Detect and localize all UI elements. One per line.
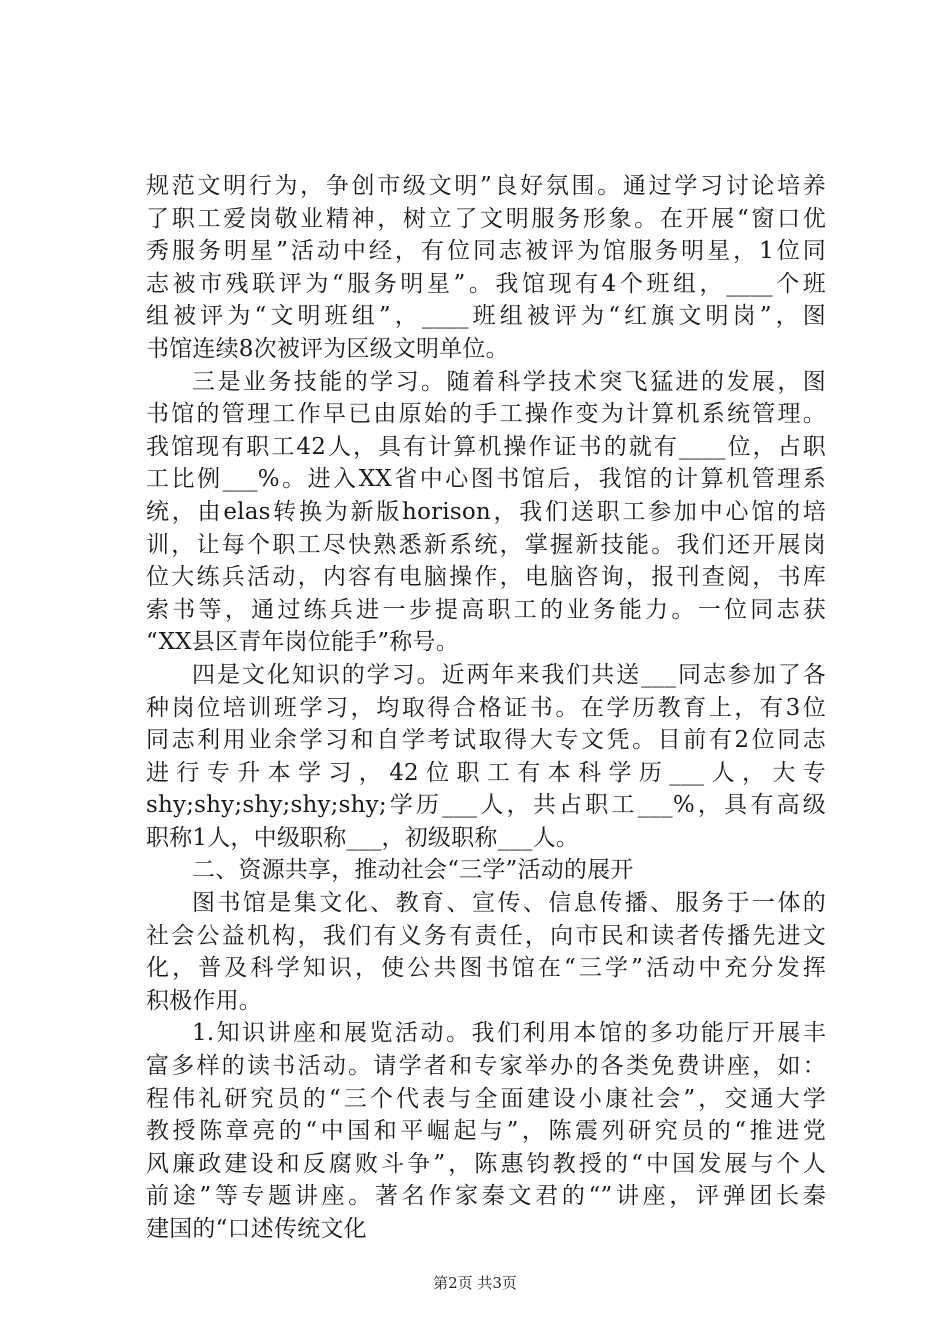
text-line: 同志利用业余学习和自学考试取得大专文凭。目前有2位同志 xyxy=(146,727,826,754)
text-line: 进行专升本学习，42位职工有本科学历___人，大专 xyxy=(146,759,826,786)
text-line: shy;shy;shy;shy;shy;学历___人，共占职工___%，具有高级 xyxy=(146,792,826,819)
text-line: 社会公益机构，我们有义务有责任，向市民和读者传播先进文 xyxy=(146,922,826,949)
page-footer: 第2页 共3页 xyxy=(433,1274,517,1292)
text-line: 训，让每个职工尽快熟悉新系统，掌握新技能。我们还开展岗 xyxy=(146,531,826,558)
text-line: 风廉政建设和反腐败斗争”，陈惠钧教授的“中国发展与个人 xyxy=(146,1150,826,1177)
text-line: 书馆的管理工作早已由原始的手工操作变为计算机系统管理。 xyxy=(146,401,826,428)
paragraph-start: 四是文化知识的学习。近两年来我们共送___同志参加了各 xyxy=(192,661,826,688)
paragraph-start: 图书馆是集文化、教育、宣传、信息传播、服务于一体的 xyxy=(192,890,826,917)
text-line: 统，由elas转换为新版horison，我们送职工参加中心馆的培 xyxy=(146,498,826,525)
text-line: 我馆现有职工42人，具有计算机操作证书的就有____位，占职 xyxy=(146,433,826,460)
text-line: 了职工爱岗敬业精神，树立了文明服务形象。在开展“窗口优 xyxy=(146,205,826,232)
text-line: 建国的“口述传统文化 xyxy=(146,1216,367,1242)
text-line: 志被市残联评为“服务明星”。我馆现有4个班组，____个班 xyxy=(146,270,826,297)
text-line: 程伟礼研究员的“三个代表与全面建设小康社会”，交通大学 xyxy=(146,1085,826,1112)
text-line: 规范文明行为，争创市级文明”良好氛围。通过学习讨论培养 xyxy=(146,173,826,199)
paragraph-start: 三是业务技能的学习。随着科学技术突飞猛进的发展，图 xyxy=(192,368,826,395)
section-heading: 二、资源共享，推动社会“三学”活动的展开 xyxy=(192,857,634,884)
text-line: 化，普及科学知识，使公共图书馆在“三学”活动中充分发挥 xyxy=(146,955,826,982)
text-line: 积极作用。 xyxy=(146,987,262,1014)
text-line: 位大练兵活动，内容有电脑操作，电脑咨询，报刊查阅，书库 xyxy=(146,564,826,591)
text-line: 职称1人，中级职称___，初级职称___人。 xyxy=(146,824,580,851)
text-line: 秀服务明星”活动中经，有位同志被评为馆服务明星，1位同 xyxy=(146,238,826,265)
text-line: 书馆连续8次被评为区级文明单位。 xyxy=(146,335,509,362)
text-line: 组被评为“文明班组”，____班组被评为“红旗文明岗”，图 xyxy=(146,303,826,330)
text-line: 工比例___%。进入XX省中心图书馆后，我馆的计算机管理系 xyxy=(146,466,826,493)
text-line: 前途”等专题讲座。著名作家秦文君的“”讲座，评弹团长秦 xyxy=(146,1183,826,1210)
text-line: “XX县区青年岗位能手”称号。 xyxy=(146,629,459,656)
text-line: 索书等，通过练兵进一步提高职工的业务能力。一位同志获 xyxy=(146,596,826,623)
text-line: 教授陈章亮的“中国和平崛起与”，陈震列研究员的“推进党 xyxy=(146,1118,826,1145)
text-line: 富多样的读书活动。请学者和专家举办的各类免费讲座，如： xyxy=(146,1053,826,1080)
text-line: 种岗位培训班学习，均取得合格证书。在学历教育上，有3位 xyxy=(146,694,826,721)
paragraph-start: 1.知识讲座和展览活动。我们利用本馆的多功能厅开展丰 xyxy=(192,1020,826,1047)
body-text xyxy=(146,170,826,1246)
